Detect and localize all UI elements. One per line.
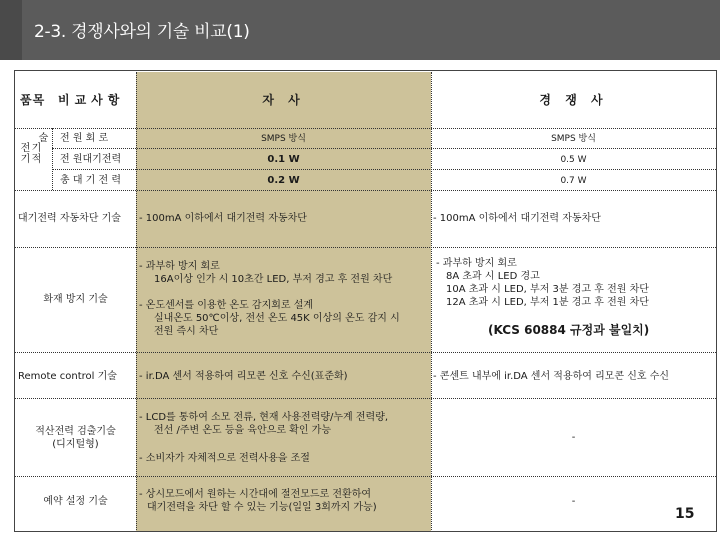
fire-comp-line2: 8A 초과 시 LED 경고 (446, 271, 540, 282)
row-divider-elec1 (52, 148, 716, 149)
row-divider-remote (15, 398, 716, 399)
comp-standby-value: 0.5 W (560, 155, 587, 165)
row-divider-fire (15, 352, 716, 353)
reservation-ours-line1: - 상시모드에서 원하는 시간대에 절전모드로 전환하여 (139, 489, 372, 500)
title-bar (0, 0, 720, 60)
standby-cutoff-label: 대기전력 자동차단 기술 (18, 213, 121, 224)
page-number: 15 (675, 506, 695, 522)
metering-label-line2: (디지털형) (52, 439, 99, 450)
kcs-mismatch-note: (KCS 60884 규정과 불일치) (488, 323, 650, 337)
metering-ours-line1: - LCD를 통하여 소모 전류, 현재 사용전력량/누계 전력량, (139, 412, 389, 423)
row-divider-elec (15, 190, 716, 191)
fire-ours-line2: 16A이상 인가 시 10초간 LED, 부저 경고 후 전원 차단 (154, 274, 393, 285)
fire-ours-line1: - 과부하 방지 회로 (139, 261, 220, 272)
header-compare: 비교사항 (58, 93, 125, 107)
metering-label-line1: 적산전력 검출기술 (35, 426, 116, 437)
header-item: 품목 (20, 93, 46, 107)
row-divider-elec2 (52, 169, 716, 170)
comp-circuit-value: SMPS 방식 (551, 134, 596, 144)
reservation-label: 예약 설정 기술 (43, 496, 108, 507)
metering-ours-line3: - 소비자가 자체적으로 전력사용을 조절 (139, 453, 310, 464)
fire-ours-line4: 실내온도 50℃이상, 전선 온도 45K 이상의 온도 감지 시 (154, 313, 400, 324)
electrical-group-label-3: 술 (38, 133, 49, 144)
row-divider-header (15, 128, 716, 129)
comp-total-value: 0.7 W (560, 176, 587, 186)
remote-competitor: - 콘센트 내부에 ir.DA 센서 적용하여 리모콘 신호 수신 (433, 371, 670, 382)
fire-ours-line3: - 온도센서를 이용한 온도 감지회로 설계 (139, 300, 314, 311)
total-standby-label: 총 대 기 전 력 (60, 175, 122, 186)
fire-ours-line5: 전원 즉시 차단 (154, 326, 219, 337)
header-ours: 자 사 (262, 93, 305, 107)
group-divider (52, 128, 53, 190)
standby-power-label: 전 원대기전력 (60, 154, 122, 165)
remote-label: Remote control 기술 (18, 371, 117, 382)
electrical-group-label-2: 기적 (31, 143, 42, 165)
power-circuit-label: 전 원 회 로 (60, 133, 109, 144)
fire-comp-line3: 10A 초과 시 LED, 부저 3분 경고 후 전원 차단 (446, 284, 649, 295)
metering-competitor: - (571, 432, 576, 443)
fire-comp-line1: - 과부하 방지 회로 (436, 258, 517, 269)
standby-cutoff-ours: - 100mA 이하에서 대기전력 자동차단 (139, 213, 307, 224)
ours-total-value: 0.2 W (267, 175, 300, 186)
ours-circuit-value: SMPS 방식 (261, 134, 306, 144)
slide-title: 2-3. 경쟁사와의 기술 비교(1) (34, 22, 250, 42)
fire-comp-line4: 12A 초과 시 LED, 부저 1분 경고 후 전원 차단 (446, 297, 649, 308)
standby-cutoff-competitor: - 100mA 이하에서 대기전력 자동차단 (433, 213, 601, 224)
remote-ours: - ir.DA 센서 적용하여 리모콘 신호 수신(표준화) (139, 371, 348, 382)
ours-standby-value: 0.1 W (267, 154, 300, 165)
reservation-ours-line2: 대기전력을 차단 할 수 있는 기능(일일 3회까지 가능) (147, 502, 377, 513)
title-accent (0, 0, 22, 60)
header-competitor: 경 쟁 사 (539, 93, 608, 107)
reservation-competitor: - (571, 496, 576, 507)
fire-prevention-label: 화재 방지 기술 (43, 294, 108, 305)
row-divider-metering (15, 476, 716, 477)
electrical-group-label-1: 전기 (20, 143, 31, 165)
metering-ours-line2: 전선 /주변 온도 등을 육안으로 확인 가능 (154, 425, 332, 436)
row-divider-cutoff (15, 247, 716, 248)
